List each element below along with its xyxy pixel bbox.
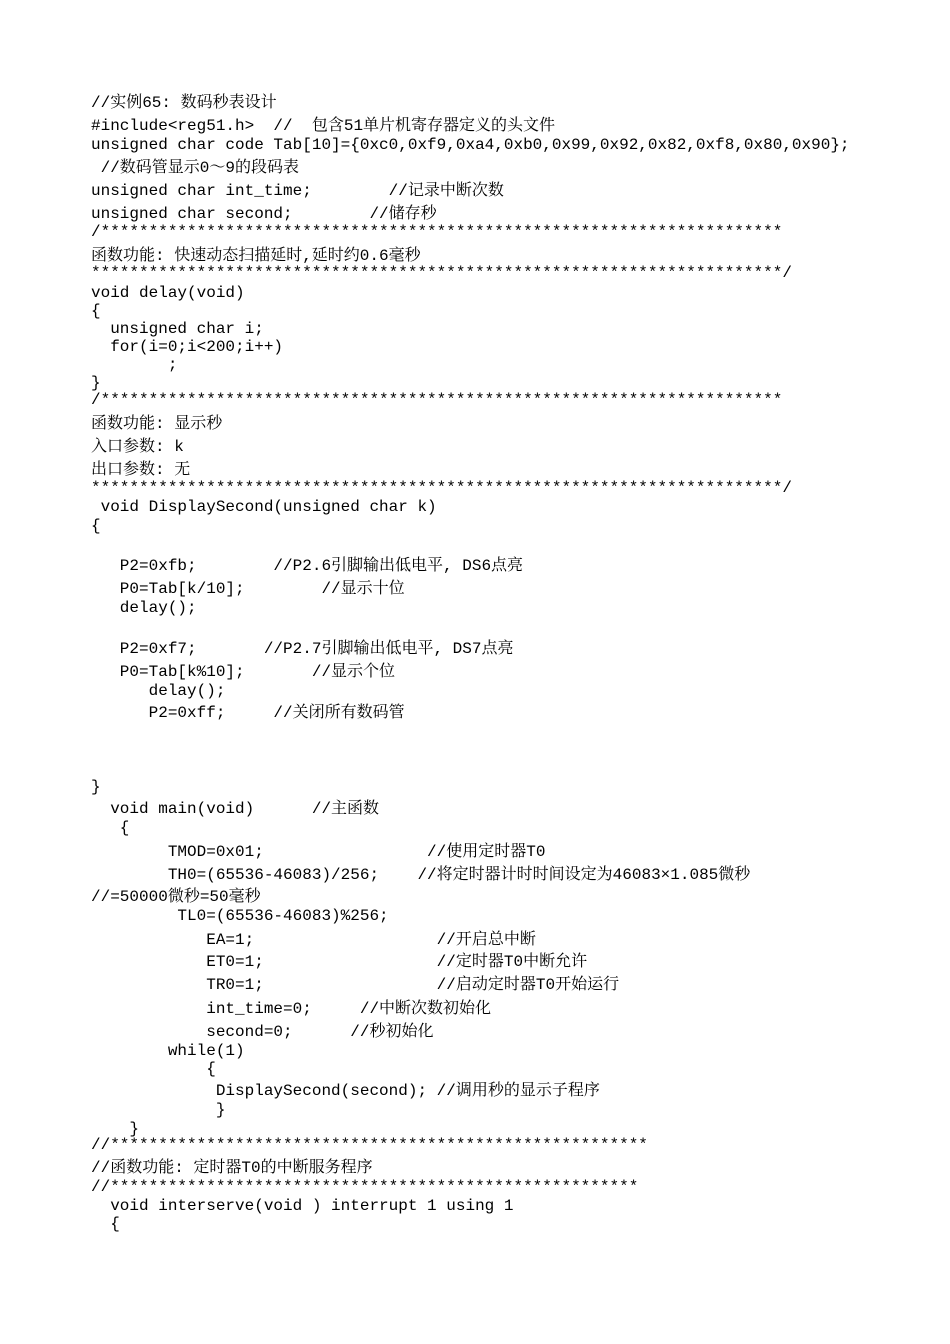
code-line: #include<reg51.h> // 包含51单片机寄存器定义的头文件 — [91, 117, 556, 135]
code-line: ET0=1; //定时器T0中断允许 — [91, 953, 588, 971]
code-line: P2=0xf7; //P2.7引脚输出低电平, DS7点亮 — [91, 640, 514, 658]
code-line: unsigned char i; — [91, 320, 264, 338]
code-line: } — [91, 1101, 226, 1119]
code-line: 函数功能: 快速动态扫描延时,延时约0.6毫秒 — [91, 247, 421, 265]
code-line: void DisplaySecond(unsigned char k) — [91, 498, 437, 516]
code-line: int_time=0; //中断次数初始化 — [91, 1000, 492, 1018]
code-line: void delay(void) — [91, 284, 245, 302]
code-line: } — [91, 374, 101, 392]
code-line: //数码管显示0～9的段码表 — [91, 159, 300, 177]
code-line: TMOD=0x01; //使用定时器T0 — [91, 843, 546, 861]
code-line: second=0; //秒初始化 — [91, 1023, 434, 1041]
comment-divider: ************************************************************************/ — [91, 264, 792, 282]
code-line: unsigned char code Tab[10]={0xc0,0xf9,0xa4,0xb0,0x99,0x92,0x82,0xf8,0x80,0x90}; — [91, 136, 850, 154]
code-line: { — [91, 1215, 120, 1233]
code-line: TH0=(65536-46083)/256; //将定时器计时时间设定为46083×1.085微秒 — [91, 866, 751, 884]
code-line: { — [91, 302, 101, 320]
comment-divider: /*********************************************************************** — [91, 223, 783, 241]
code-line: { — [91, 517, 101, 535]
code-line: { — [91, 1060, 216, 1078]
code-line: P0=Tab[k%10]; //显示个位 — [91, 663, 396, 681]
code-line: P2=0xff; //关闭所有数码管 — [91, 704, 405, 722]
code-line: void interserve(void ) interrupt 1 using 1 — [91, 1197, 514, 1215]
code-line: TL0=(65536-46083)%256; — [91, 907, 389, 925]
comment-divider: //******************************************************** — [91, 1136, 648, 1154]
code-line: DisplaySecond(second); //调用秒的显示子程序 — [91, 1082, 600, 1100]
code-line: } — [91, 778, 101, 796]
code-line: { — [91, 819, 130, 837]
comment-divider: //******************************************************* — [91, 1178, 639, 1196]
code-line: TR0=1; //启动定时器T0开始运行 — [91, 976, 620, 994]
code-line: 入口参数: k — [91, 438, 184, 456]
code-line: //函数功能: 定时器T0的中断服务程序 — [91, 1159, 373, 1177]
code-line: void main(void) //主函数 — [91, 800, 380, 818]
code-line: delay(); — [91, 682, 226, 700]
code-line: 函数功能: 显示秒 — [91, 415, 223, 433]
comment-divider: ************************************************************************/ — [91, 479, 792, 497]
code-line: while(1) — [91, 1042, 245, 1060]
code-line: for(i=0;i<200;i++) — [91, 338, 284, 356]
code-line: //实例65: 数码秒表设计 — [91, 94, 277, 112]
code-line: } — [91, 1120, 140, 1138]
code-line: ; — [91, 356, 178, 374]
code-line: 出口参数: 无 — [91, 461, 191, 479]
code-line: unsigned char int_time; //记录中断次数 — [91, 182, 504, 200]
code-line: //=50000微秒=50毫秒 — [91, 888, 261, 906]
comment-divider: /*********************************************************************** — [91, 391, 783, 409]
code-line: P2=0xfb; //P2.6引脚输出低电平, DS6点亮 — [91, 557, 524, 575]
code-line: P0=Tab[k/10]; //显示十位 — [91, 580, 405, 598]
code-line: EA=1; //开启总中断 — [91, 931, 536, 949]
code-line: delay(); — [91, 599, 197, 617]
code-line: unsigned char second; //储存秒 — [91, 205, 437, 223]
